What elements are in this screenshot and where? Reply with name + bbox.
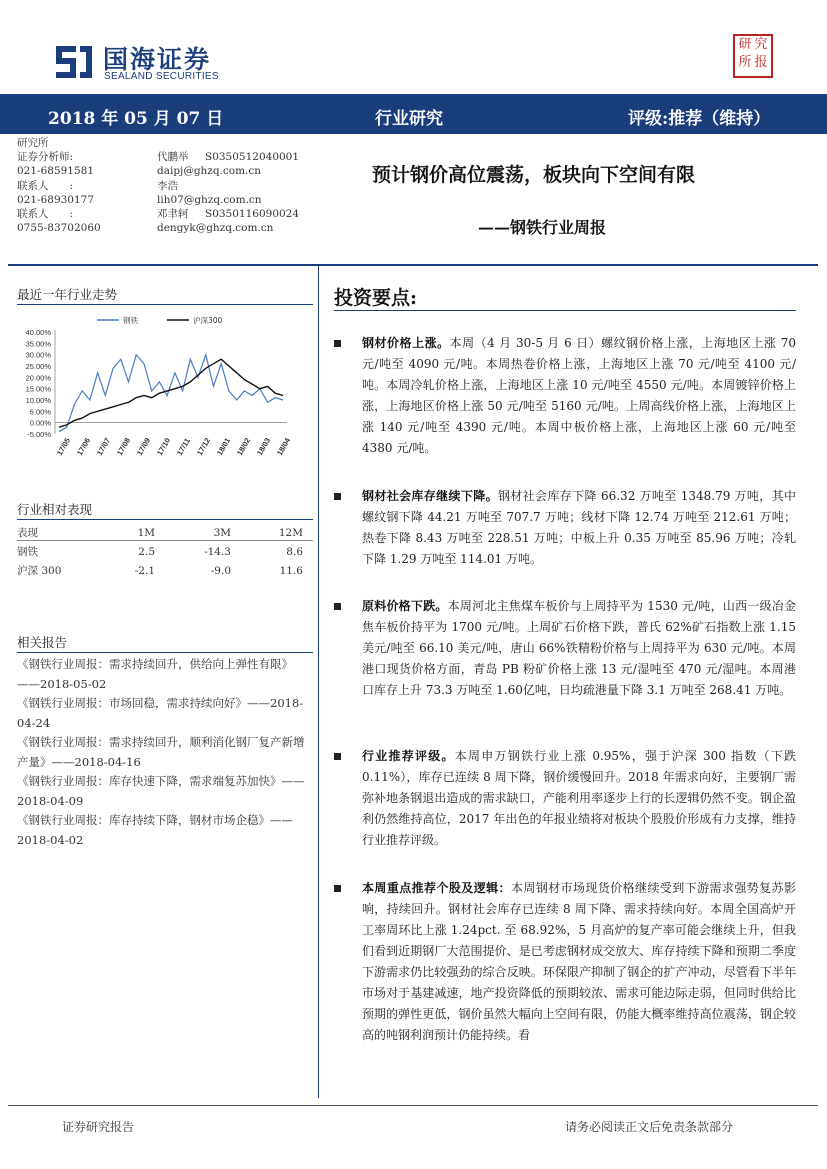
related-report-list: [17, 655, 313, 850]
investment-point: [334, 596, 796, 701]
x-tick-label: 18/04: [274, 436, 293, 457]
investment-heading: 投资要点:: [334, 287, 418, 309]
report-rating: 评级:推荐（维持）: [628, 109, 771, 129]
footer-right: 请务必阅读正文后免责条款部分: [565, 1120, 734, 1134]
legend-label: 钢铁: [123, 316, 138, 325]
related-heading-rule: [17, 652, 313, 653]
table-header-rule: [17, 540, 313, 541]
investment-heading-rule: [334, 310, 796, 311]
point-lead: 行业推荐评级。: [362, 749, 455, 763]
column-header: 12M: [278, 526, 303, 539]
x-tick-label: 17/12: [194, 436, 213, 457]
contact-phone: 0755-83702060: [17, 222, 101, 235]
x-tick-label: 17/06: [74, 436, 93, 457]
x-tick-label: 17/08: [114, 436, 133, 457]
y-tick-label: 30.00%: [25, 350, 51, 360]
y-tick-label: 10.00%: [25, 396, 51, 405]
y-tick-label: -5.00%: [27, 430, 51, 439]
trend-heading-rule: [17, 304, 313, 305]
point-text: 本周钢材市场现货价格继续受到下游需求强势复苏影响，持续回升。钢材社会库存已连续 8 周下降、需求持续向好。本周全国高炉开工率周环比上涨 1.24pct. 至 68.92%，5 月高炉的复产率可能会继续上升，但我们看到近期钢厂大范围提价、是已考虑钢材成交放大、库存持续下降和预期二季度下游需求仍比较强劲的综合反映。环保限产抑制了钢企的扩产冲动，尽管看下半年市场对于基建减速，地产投资降低的预期较浓、需求可能边际走弱，但同时供给比预期的弹性更低，钢价虽然大幅向上空间有限，仍能大概率维持高位震荡，钢企较高的吨钢利润预计仍能持续。看: [362, 881, 796, 1042]
table-cell: 沪深 300: [17, 565, 62, 577]
analyst-phone: 021-68591581: [17, 165, 95, 178]
bullet-icon: [334, 340, 341, 347]
report-category: 行业研究: [375, 109, 443, 129]
bullet-icon: [334, 493, 341, 500]
point-lead: 钢材社会库存继续下降。: [362, 489, 498, 503]
point-text: 本周（4 月 30-5 月 6 日）螺纹钢价格上涨，上海地区上涨 70 元/吨至 4090 元/吨。本周热卷价格上涨，上海地区上涨 70 元/吨至 4100 元/吨。本周冷轧价格上涨，上海地区上涨 10 元/吨至 4550 元/吨。本周镀锌价格上涨，上海地区价格上涨 50 元/吨至 5160 元/吨。上周高线价格上涨，上海地区上涨 140 元/吨至 4390 元/吨。本周中板价格上涨，上海地区上涨 60 元/吨至 4380 元/吨。: [362, 336, 796, 455]
trend-chart: [17, 310, 313, 470]
institute-label: 研究所: [17, 137, 49, 149]
x-tick-label: 17/10: [154, 436, 173, 457]
point-text: 本周河北主焦煤车板价与上周持平为 1530 元/吨，山西一级冶金焦车板价持平为 1700 元/吨。上周矿石价格下跌，普氏 62%矿石指数上涨 1.15 美元/吨至 66.10 美元/吨，唐山 66%铁精粉价格与上周持平为 630 元/吨。本周港口现货价格方面，青岛 PB 粉矿价格上涨 13 元/湿吨至 470 元/湿吨。本周港口库存上升 73.3 万吨至 1.60亿吨，日均疏港量下降 3.1 万吨至 268.41 万吨。: [362, 599, 796, 697]
x-tick-label: 17/05: [54, 436, 73, 457]
bullet-icon: [334, 753, 341, 760]
point-text: 本周申万钢铁行业上涨 0.95%，强于沪深 300 指数（下跌 0.11%），库存已连续 8 周下降，钢价缓慢回升。2018 年需求向好，主要钢厂需弥补地条钢退出造成的需求缺口，产能利用率逐步上行的长逻辑仍然不变。钢企盈利仍然维持高位，2017 年出色的年报业绩将对板块个股股价形成有力支撑，维持行业推荐评级。: [362, 749, 796, 847]
table-cell: 11.6: [279, 564, 303, 577]
related-report-link[interactable]: 《钢铁行业周报：库存持续下降，钢材市场企稳》——2018-04-02: [17, 813, 293, 847]
y-tick-label: 35.00%: [25, 339, 51, 349]
contact-email[interactable]: lih07@ghzq.com.cn: [157, 193, 262, 206]
performance-heading-rule: [17, 519, 313, 520]
column-header: 3M: [213, 526, 231, 539]
analyst-name: 代鹏举: [157, 151, 189, 164]
investment-point: [334, 333, 796, 459]
contact-label: 联系人 :: [17, 179, 74, 192]
column-divider: [318, 266, 319, 1098]
analyst-id: S0350512040001: [205, 151, 300, 164]
table-row: [17, 561, 303, 580]
point-lead: 本周重点推荐个股及逻辑：: [362, 881, 511, 895]
analyst-label: 证券分析师:: [17, 151, 74, 164]
bullet-icon: [334, 885, 341, 892]
table-cell: -9.0: [210, 564, 231, 577]
y-tick-label: 40.00%: [25, 328, 51, 337]
header-divider: [8, 264, 818, 266]
x-tick-label: 18/01: [214, 436, 233, 457]
report-subtitle: ——钢铁行业周报: [478, 218, 607, 237]
investment-point: [334, 878, 796, 1046]
related-report-link[interactable]: 《钢铁行业周报：市场回稳，需求持续向好》——2018-04-24: [17, 696, 304, 730]
y-tick-label: 15.00%: [25, 384, 51, 394]
analyst-block: [17, 136, 317, 235]
report-date: 2018 年 05 月 07 日: [48, 109, 224, 129]
report-title: 预计钢价高位震荡，板块向下空间有限: [372, 164, 696, 186]
logo-english-name: SEALAND SECURITIES: [104, 71, 219, 82]
bullet-icon: [334, 603, 341, 610]
contact-name: 邓聿轲: [157, 207, 189, 220]
table-cell: 2.5: [138, 545, 155, 558]
logo-chinese-name: 国海证券: [103, 45, 212, 74]
column-header: 表现: [17, 527, 38, 539]
performance-heading: 行业相对表现: [17, 502, 93, 517]
x-tick-label: 18/03: [254, 436, 273, 457]
trend-heading: 最近一年行业走势: [17, 287, 118, 302]
contact-email[interactable]: dengyk@ghzq.com.cn: [157, 222, 274, 235]
point-lead: 原料价格下跌。: [362, 599, 448, 613]
x-tick-label: 17/07: [94, 436, 113, 457]
performance-table: [17, 523, 303, 580]
table-cell: -2.1: [134, 564, 155, 577]
table-cell: 8.6: [286, 545, 303, 558]
contact-name: 李浩: [157, 179, 178, 192]
y-tick-label: 25.00%: [25, 362, 51, 371]
sealand-logo-icon: [52, 44, 96, 80]
series-line-steel: [59, 355, 283, 432]
contact-id: S0350116090024: [205, 207, 300, 220]
point-lead: 钢材价格上涨。: [362, 336, 450, 350]
investment-point: [334, 486, 796, 570]
y-tick-label: 20.00%: [25, 373, 51, 383]
related-report-link[interactable]: 《钢铁行业周报：库存快速下降，需求端复苏加快》——2018-04-09: [17, 774, 305, 808]
related-report-link[interactable]: 《钢铁行业周报：需求持续回升，顺利消化钢厂复产新增产量》——2018-04-16: [17, 735, 305, 769]
analyst-email[interactable]: daipj@ghzq.com.cn: [157, 165, 262, 178]
table-cell: 钢铁: [17, 546, 38, 558]
related-report-link[interactable]: 《钢铁行业周报：需求持续回升，供给向上弹性有限》——2018-05-02: [17, 657, 293, 691]
x-tick-label: 17/11: [174, 436, 192, 457]
table-row: [17, 542, 303, 561]
related-heading: 相关报告: [17, 635, 68, 650]
footer-left: 证券研究报告: [62, 1120, 135, 1134]
investment-point: [334, 746, 796, 851]
footer-rule: [8, 1105, 818, 1106]
x-tick-label: 17/09: [134, 436, 153, 457]
x-tick-label: 18/02: [234, 436, 253, 457]
contact-phone: 021-68930177: [17, 193, 95, 206]
contact-label: 联系人 :: [17, 207, 74, 220]
column-header: 1M: [137, 526, 155, 539]
research-seal-stamp: 研 究 所 报: [733, 34, 773, 78]
table-cell: -14.3: [204, 545, 231, 558]
point-text: 钢材社会库存下降 66.32 万吨至 1348.79 万吨，其中螺纹钢下降 44.21 万吨至 707.7 万吨；线材下降 12.74 万吨至 212.61 万吨；热卷下降 8.43 万吨至 228.51 万吨；中板上升 0.35 万吨至 85.96 万吨；冷轧下降 1.29 万吨至 114.01 万吨。: [362, 489, 796, 566]
y-tick-label: 0.00%: [29, 418, 51, 428]
legend-label: 沪深300: [193, 316, 223, 325]
y-tick-label: 5.00%: [29, 407, 51, 417]
